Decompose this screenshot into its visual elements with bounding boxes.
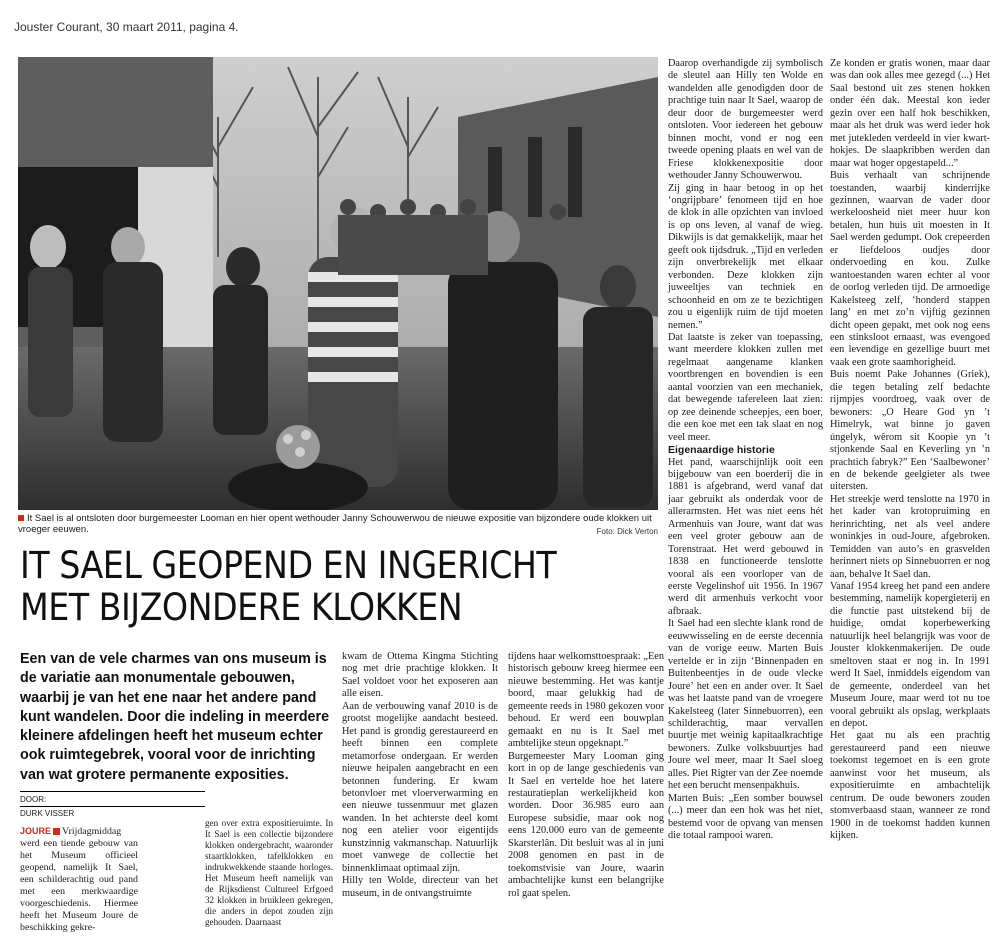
byline [20,791,205,819]
article-photo [18,57,658,510]
paragraph: Marten Buis: „Een somber bouwsel (...) meer dan een hok was het niet, bestemd voor de opvang van mensen die totaal rampooi waren. [668,792,823,842]
photo-credit: Foto: Dick Verton [596,527,658,536]
paragraph: Het pand, waarschijnlijk ooit een bijgebouw van een boerderij die in 1881 is afgebrand, werd vanaf dat jaar gebruikt als onderdak voor de allerarmsten. Het was niet eens hét Armenhuis van Joure, want dat was een veel groter gebouw aan de Torenstraat. Het werd gebouwd in 1838 en functioneerde tenslotte vooral als een voorloper van de eerste Vegelinshof uit 1956. In 1967 werd dit armenhuis verkocht voor afbraak. [668,456,823,617]
headline: IT SAEL GEOPEND EN INGERICHT MET BIJZONDERE KLOKKEN [20,544,557,629]
source-line: Jouster Courant, 30 maart 2011, pagina 4. [14,20,239,34]
paragraph: kwam de Ottema Kingma Stichting nog met drie prachtige klokken. It Sael voldoet voor het exposeren aan alle eisen. [342,651,498,700]
column-text: Vrijdagmiddag werd een tiende gebouw van het Museum officieel geopend, namelijk It Sael, een schilderachtig oud pand met een merkwaardige voorgeschiedenis. Hiermee heeft het Museum Joure de beschikking gekre- [20,826,138,933]
paragraph: Ze konden er gratis wonen, maar daar was dan ook alles mee gezegd (...) Het Saal bestond uit zes stenen hokken onder één dak. Meestal kon ieder gezin over een half hok beschikken, maar als het druk was werd ieder hok met jutekleden verdeeld in vier kwart-hokjes. De slaapkribben werden dan maar wat hoger opgestapeld...” [830,58,990,169]
paragraph: Vanaf 1954 kreeg het pand een andere bestemming, namelijk kopergieterij en die functie past uitstekend bij de huidige, omdat koperbewerking natuurlijk heel belangrijk was voor de Jouster klokkenmakerijen. De oude smeltoven staat er nog in. In 1991 werd It Sael, inmiddels eigendom van de gemeente, onderdeel van het Museum Joure, maar werd tot nu toe vooral gebruikt als opslag, werkplaats en depot. [830,581,990,730]
article-column-4 [508,651,664,900]
paragraph: Hilly ten Wolde, directeur van het museum, in de ontvangstruimte [342,875,498,899]
dateline: JOURE [20,826,52,836]
article-column-5 [668,58,823,843]
caption-text: It Sael is al ontsloten door burgemeester Looman en hier opent wethouder Janny Schouwerwou de nieuwe expositie van bijzondere oude klokken uit vroeger eeuwen. [18,513,652,535]
paragraph: Buis verhaalt van schrijnende toestanden, waarbij kinderrijke gezinnen, waarvan de vader door werkeloosheid niet meer huur kon betalen, hun huis uit moesten in It Sael werden gedumpt. Ook crepeerden er liefdeloos oudjes door ondervoeding en kou. Zulke wantoestanden waren echter al voor de oorlog verleden tijd. De armoedige Kakelsteeg zelf, ‘honderd stappen lang’ en met zo’n vijftig gezinnen dicht opeen gepakt, met ook nog eens een stinksloot ernaast, was evengoed een levendige en gezellige buurt met vaak een grote saamhorigheid. [830,170,990,368]
paragraph: Aan de verbouwing vanaf 2010 is de grootst mogelijke aandacht besteed. Het pand is grondig gerestaureerd en heeft binnen een complete metamorfose ondergaan. Er werden nieuwe heipalen aangebracht en een betonnen fundering. Er kwam betonvloer met vloerverwarming en een nieuwe tussenmuur met glazen wanden. In het achterste deel komt nog een atelier voor eigentijds kunstzinnig vakmanschap. Natuurlijk moet vanwege de collectie het binnenklimaat optimaal zijn. [342,700,498,874]
article-column-1 [20,826,138,934]
column-text: gen over extra expositieruimte. In It Sael is een collectie bijzondere klokken ondergebracht, waaronder staartklokken, tafelklokken en indrukwekkende staande horloges. Het Museum heeft namelijk van de Rijksdienst Cultureel Erfgoed 32 klokken in bruikleen gekregen, die anders in depot zouden zijn gehouden. Daarnaast [205,818,333,928]
intro-paragraph: Een van de vele charmes van ons museum is de variatie aan monumentale gebouwen, waarbij je van het ene naar het andere pand kunt wandelen. Door die indeling in meerdere kleinere afdelingen heeft het museum echter ook ruimtegebrek, vooral voor de inrichting van wat grotere permanente exposities. [20,651,330,783]
dateline-marker-icon [53,828,60,835]
paragraph: Het streekje werd tenslotte na 1970 in het kader van krotopruiming en herinrichting, net als veel andere woninkjes in oud-Joure, afgebroken. Temidden van auto’s en grasvelden herinnert niets op Sinnebuorren er nog aan, behalve It Sael dan. [830,493,990,580]
paragraph: Het gaat nu als een prachtig gerestaureerd pand een nieuwe toekomst tegemoet en is een grote aanwinst voor het museum, als expositieruimte en ambachtelijk centrum. De oude bewoners zouden stomverbaasd staan, wanneer ze rond 1900 in de toekomst hadden kunnen kijken. [830,730,990,842]
paragraph: tijdens haar welkomsttoespraak: „Een historisch gebouw kreeg hiermee een nieuwe bestemming. Het was kantje boord, maar gelukkig had de gemeente reeds in 1980 gekozen voor behoud. Er werd een bouwplan gemaakt en nu is It Sael met ambtelijke steun opgeknapt.” [508,651,664,750]
paragraph: Daarop overhandigde zij symbolisch de sleutel aan Hilly ten Wolde en wandelden alle genodigden door de prachtige tuin naar It Sael, waarop de deur door de burgemeester werd ontsloten. Voor iedereen het gebouw binnen mocht, vond er nog een tweede opening plaats en wel van de Friese klokkenexpositie door wethouder Janny Schouwerwou. [668,58,823,182]
paragraph: It Sael had een slechte klank rond de eeuwwisseling en de eerste decennia van de vorige eeuw. Marten Buis vertelde er in zijn ‘Binnenpaden en Buitenbeentjes in de oude vlecke Joure’ het een en ander over. It Sael was het laatste pand van de vroegere Kakelsteeg (later Sinnebuorren), een schilderachtig, maar vervallen buurtje met weinig kapitaalkrachtige bewoners. Zulke volksbuurtjes had Joure wel meer, maar It Sael sloeg alles. Piet Rigter van der Zee noemde het een berucht mensenpakhuis. [668,618,823,792]
paragraph: Zij ging in haar betoog in op het ‘ongrijpbare’ fenomeen tijd en hoe de klok in alle opzichten van invloed is op ons leven, al vanaf de wieg. Dikwijls is dat gemakkelijk, maar het geeft ook tijdsdruk. „Tijd en verleden zijn onverbrekelijk met elkaar verbonden. Deze klokken zijn juweeltjes van techniek en schoonheid en om ze te bezichtigen zou u eigenlijk ruim de tijd moeten nemen.” [668,182,823,331]
byline-author: DURK VISSER [20,806,205,819]
paragraph: Dat laatste is zeker van toepassing, want meerdere klokken zullen met regelmaat aangename klanken voortbrengen en bovendien is een aantal voorzien van een mechaniek, dat bewegende tafereleen laat zien: op zee deinende scheepjes, een boer, die een koe met een tak slaat en nog veel meer. [668,331,823,443]
article-column-2 [205,818,333,928]
byline-label: DOOR: [20,795,47,804]
photo-caption [18,513,658,535]
subheading: Eigenaardige historie [668,444,775,457]
paragraph: Buis noemt Pake Johannes (Griek), die tegen betaling zelf bedachte rijmpjes voordroeg, vaak over de bewoners: „O Heare God yn ’t Himelryk, wat binne jo gaven úngelyk, wêrom sit Koopie yn ’t stjonkende Saal en Keverling yn ’n prachtich fabryk?” Een ‘Saalbewoner’ en de bekende geelgieter als twee uitersten. [830,369,990,493]
article-column-6 [830,58,990,843]
caption-marker-icon [18,515,24,521]
paragraph: Burgemeester Mary Looman ging kort in op de lange geschiedenis van It Sael en vertelde hoe het latere restauratieplan werkelijkheid kon worden. Door 36.985 euro aan Europese subsidie, maar ook nog eens 120.000 euro van de gemeente Skarsterlân. Dit besluit was al in juni 2008 genomen en past in de toekomstvisie van Joure, waarin ambachtelijke kunst een belangrijke rol gaat spelen. [508,750,664,899]
article-column-3 [342,651,498,900]
